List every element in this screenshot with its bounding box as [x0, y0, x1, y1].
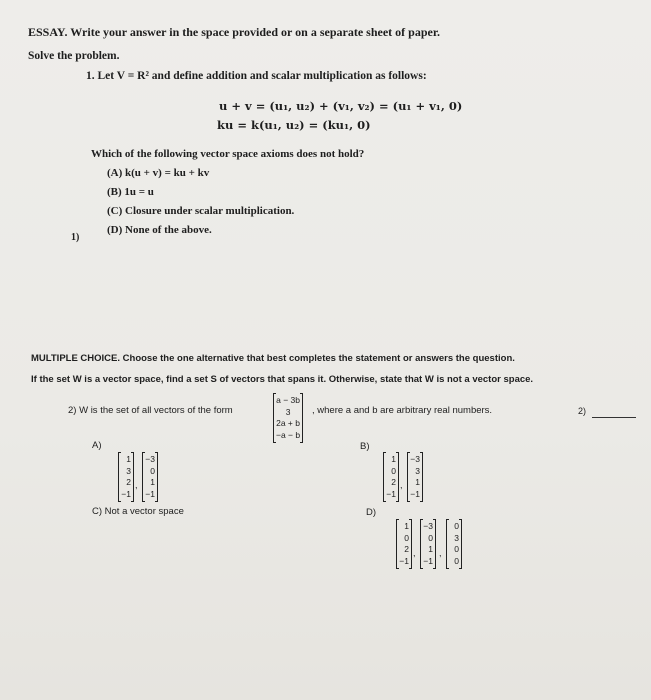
vector-entry: −3 — [410, 454, 420, 464]
q2-prefix: 2) W is the set of all vectors of the form — [68, 405, 233, 416]
option-b-vector-1 — [383, 453, 399, 501]
q1-margin-number: 1) — [71, 232, 80, 243]
vector-entry: 1 — [391, 454, 396, 464]
vector-entry: 1 — [126, 454, 131, 464]
vector-entry: 0 — [428, 532, 433, 543]
q2-option-a-label: A) — [92, 440, 102, 451]
q1-intro: 1. Let V = R² and define addition and scalar multiplication as follows: — [86, 70, 427, 82]
q2-option-b-label: B) — [360, 441, 370, 452]
vector-entry: −1 — [145, 488, 155, 499]
option-d-vector-2 — [420, 520, 436, 568]
mc-instruction: If the set W is a vector space, find a set S of vectors that spans it. Otherwise, state that W is not a vector space. — [31, 374, 534, 385]
vector-entry: 1 — [404, 521, 409, 531]
q2-answer-blank[interactable] — [592, 417, 636, 418]
q2-margin-number: 2) — [578, 406, 587, 416]
vector-entry: 0 — [404, 532, 409, 543]
q2-suffix: , where a and b are arbitrary real numbers. — [312, 405, 493, 416]
vector-separator: , — [439, 548, 442, 558]
q2-option-d-label: D) — [366, 507, 377, 518]
vector-entry: 0 — [454, 544, 459, 554]
vector-entry: 3 — [454, 532, 459, 543]
vector-separator: , — [413, 548, 416, 558]
form-entry: a − 3b — [276, 395, 300, 405]
q1-option-d: (D) None of the above. — [107, 224, 212, 236]
vector-entry: −1 — [410, 488, 420, 499]
essay-instruction: Solve the problem. — [28, 50, 120, 62]
vector-entry: 2 — [404, 544, 409, 554]
q2-form-vector — [273, 394, 303, 442]
form-entry: 3 — [285, 406, 291, 417]
option-d-vector-1 — [396, 520, 412, 568]
option-b-vector-2 — [407, 453, 423, 501]
vector-entry: 0 — [454, 521, 459, 531]
vector-entry: −1 — [121, 488, 131, 499]
q1-option-b: (B) 1u = u — [107, 186, 154, 198]
vector-entry: −3 — [423, 521, 433, 531]
vector-entry: −3 — [145, 454, 155, 464]
vector-separator: , — [135, 480, 138, 490]
vector-separator: , — [400, 480, 403, 490]
essay-header: ESSAY. Write your answer in the space provided or on a separate sheet of paper. — [28, 25, 441, 39]
vector-entry: −1 — [386, 488, 396, 499]
mc-header: MULTIPLE CHOICE. Choose the one alternative that best completes the statement or answers the question. — [31, 353, 515, 364]
vector-entry: 1 — [150, 477, 155, 487]
vector-entry: 3 — [126, 465, 131, 476]
vector-entry: 0 — [454, 555, 459, 566]
vector-entry: 2 — [126, 477, 131, 487]
form-entry: 2a + b — [276, 418, 300, 428]
q1-question: Which of the following vector space axioms does not hold? — [91, 148, 365, 160]
form-entry: −a − b — [276, 429, 301, 440]
q1-option-a: (A) k(u + v) = ku + kv — [107, 167, 210, 179]
option-d-vector-3 — [446, 520, 462, 568]
q1-option-c: (C) Closure under scalar multiplication. — [107, 205, 295, 217]
vector-entry: −1 — [399, 555, 409, 566]
vector-entry: 1 — [415, 477, 420, 487]
q1-addition-definition: u + v = (u₁, u₂) + (v₁, v₂) = (u₁ + v₁, 0) — [219, 99, 463, 113]
vector-entry: −1 — [423, 555, 433, 566]
option-a-vector-1 — [118, 453, 134, 501]
q2-option-c-label: C) Not a vector space — [92, 506, 184, 517]
vector-entry: 0 — [391, 465, 396, 476]
q1-scalar-definition: ku = k(u₁, u₂) = (ku₁, 0) — [217, 118, 371, 132]
vector-entry: 3 — [415, 465, 420, 476]
vector-entry: 2 — [391, 477, 396, 487]
vector-entry: 1 — [428, 544, 433, 554]
option-a-vector-2 — [142, 453, 158, 501]
vector-entry: 0 — [150, 465, 155, 476]
